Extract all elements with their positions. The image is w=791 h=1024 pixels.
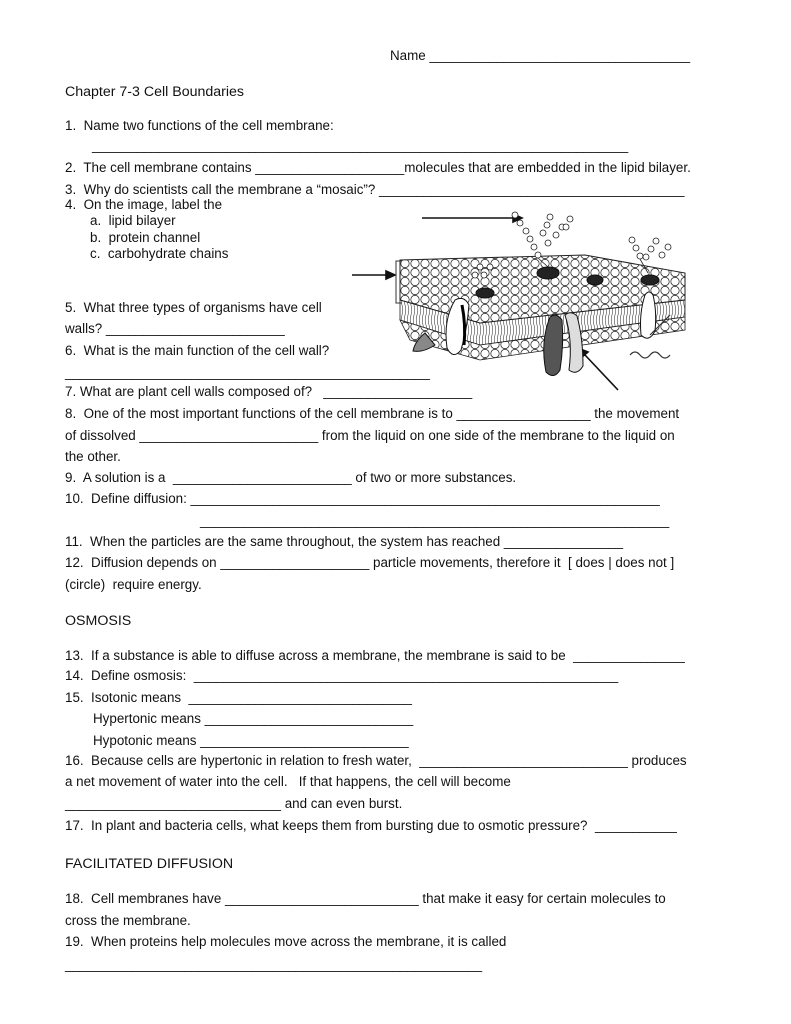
question-10: 10. Define diffusion: _______________________________________________________________ [65,491,660,506]
question-4-item-c: c. carbohydrate chains [90,246,229,261]
question-1-answer-line[interactable]: ________________________________________________________________________ [92,138,629,153]
question-11: 11. When the particles are the same throughout, the system has reached ________________ [65,534,624,549]
section-heading-osmosis: OSMOSIS [65,613,132,629]
question-2: 2. The cell membrane contains ____________________molecules that are embedded in the lipid bilayer. [65,160,691,175]
question-16: 16. Because cells are hypertonic in relation to fresh water, ____________________________ produces [65,753,687,768]
page-title: Chapter 7-3 Cell Boundaries [65,84,245,100]
question-15-hypotonic: Hypotonic means ____________________________ [93,733,409,748]
cell-membrane-diagram [350,205,690,395]
question-4-item-a: a. lipid bilayer [90,213,176,228]
question-5-line-2: walls? ________________________ [65,321,285,336]
question-4-item-b: b. protein channel [90,230,201,245]
question-15-hypertonic: Hypertonic means ____________________________ [93,711,414,726]
name-field[interactable]: Name ___________________________________ [390,48,691,63]
question-6: 6. What is the main function of the cell wall? [65,343,330,358]
question-8-line-2: of dissolved ________________________ from the liquid on one side of the membrane to the liquid on [65,428,675,443]
question-12-line-2: (circle) require energy. [65,577,202,592]
question-18: 18. Cell membranes have __________________________ that make it easy for certain molecules to [65,891,666,906]
question-8-line-3: the other. [65,449,121,464]
question-15: 15. Isotonic means ______________________________ [65,690,412,705]
question-1: 1. Name two functions of the cell membrane: [65,118,334,133]
question-18-line-2: cross the membrane. [65,913,191,928]
question-4: 4. On the image, label the [65,197,223,212]
section-heading-facilitated-diffusion: FACILITATED DIFFUSION [65,856,234,872]
question-14: 14. Define osmosis: _________________________________________________________ [65,668,619,683]
question-19-answer-line[interactable]: ________________________________________________________ [65,957,483,972]
question-12: 12. Diffusion depends on ____________________ particle movements, therefore it [ does | does not ] [65,555,675,570]
question-16-line-2: a net movement of water into the cell. If that happens, the cell will become [65,774,511,789]
question-8: 8. One of the most important functions of the cell membrane is to __________________ the movement [65,406,680,421]
question-5: 5. What three types of organisms have cell [65,300,322,315]
question-6-answer-line[interactable]: _________________________________________________ [65,365,430,380]
question-10-answer-line[interactable]: _______________________________________________________________ [200,513,670,528]
question-3: 3. Why do scientists call the membrane a “mosaic”? _________________________________________ [65,182,685,197]
question-17: 17. In plant and bacteria cells, what keeps them from bursting due to osmotic pressure? ___________ [65,818,677,833]
question-19: 19. When proteins help molecules move across the membrane, it is called [65,934,507,949]
question-7: 7. What are plant cell walls composed of? ____________________ [65,384,473,399]
question-16-line-3: _____________________________ and can even burst. [65,796,403,811]
question-13: 13. If a substance is able to diffuse across a membrane, the membrane is said to be _______________ [65,648,685,663]
question-9: 9. A solution is a ________________________ of two or more substances. [65,470,517,485]
